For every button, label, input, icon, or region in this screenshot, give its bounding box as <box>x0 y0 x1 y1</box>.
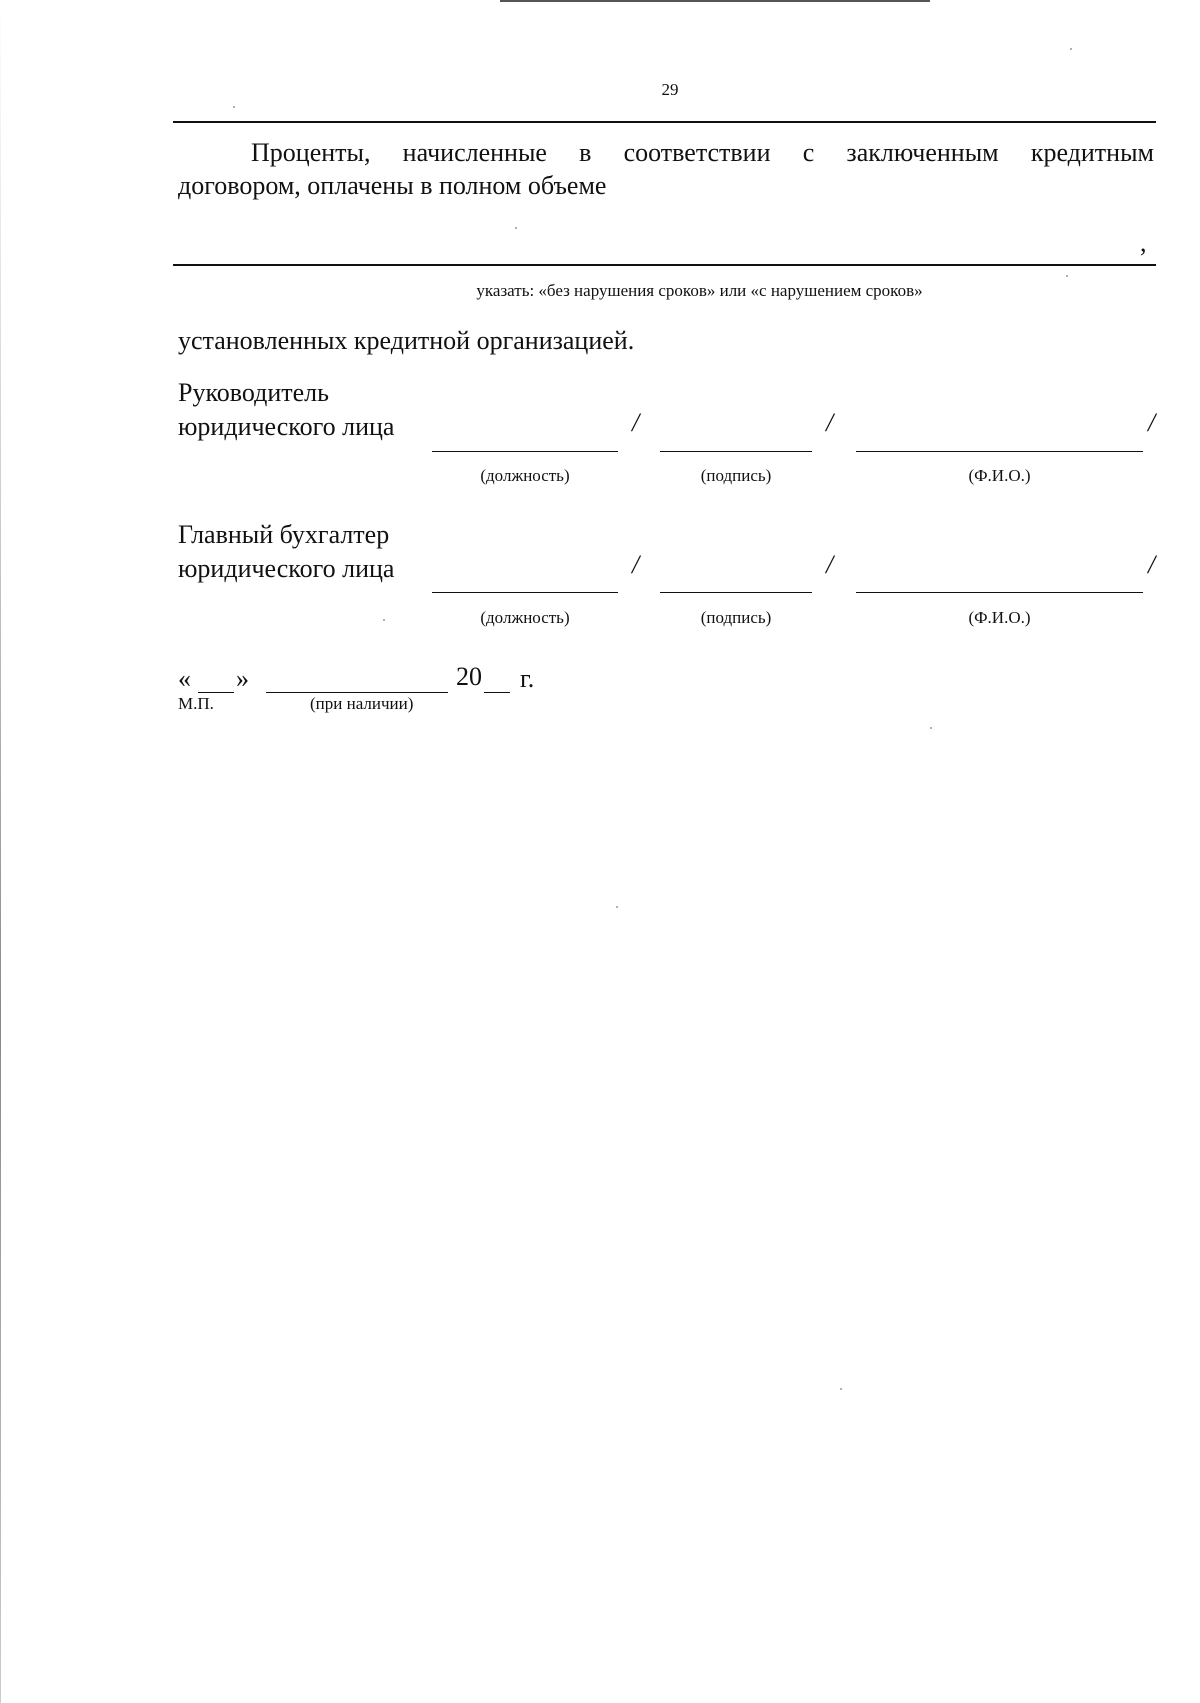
scan-speck <box>930 727 932 729</box>
scan-speck <box>515 227 517 229</box>
head-caption-signature: (подпись) <box>700 466 772 485</box>
accountant-signature-field[interactable] <box>660 592 812 593</box>
seal-note: (при наличии) <box>310 694 414 713</box>
scan-speck <box>383 619 385 621</box>
date-year-field[interactable] <box>484 692 510 693</box>
accountant-separator-3: / <box>1148 550 1156 579</box>
accountant-separator-2: / <box>826 550 834 579</box>
head-title-line-1: Руководитель <box>178 378 329 407</box>
paragraph-line-2: договором, оплачены в полном объеме <box>178 171 607 200</box>
page-number: 29 <box>661 80 679 99</box>
head-caption-position: (должность) <box>480 466 570 485</box>
date-year-suffix: г. <box>520 664 535 693</box>
head-position-field[interactable] <box>432 451 618 452</box>
paragraph-line-1: Проценты, начисленные в соответствии с заключенным кредитным <box>251 138 1154 167</box>
head-separator-2: / <box>826 408 834 437</box>
accountant-caption-position: (должность) <box>480 608 570 627</box>
date-open-quote: « <box>178 664 191 693</box>
accountant-signatory-title <box>178 518 394 586</box>
date-year-prefix: 20 <box>456 662 482 691</box>
accountant-title-line-2: юридического лица <box>178 554 395 583</box>
date-day-field[interactable] <box>198 692 234 693</box>
date-month-field[interactable] <box>266 692 448 693</box>
scan-artifact-left-edge <box>0 0 1 1703</box>
scan-speck <box>233 106 235 108</box>
accountant-name-field[interactable] <box>856 592 1143 593</box>
accountant-title-line-1: Главный бухгалтер <box>178 520 390 549</box>
scan-speck <box>1070 48 1072 50</box>
scan-speck <box>1066 275 1068 277</box>
accountant-caption-name: (Ф.И.О.) <box>968 608 1031 627</box>
head-name-field[interactable] <box>856 451 1143 452</box>
head-separator-3: / <box>1148 408 1156 437</box>
header-rule <box>173 121 1156 123</box>
accountant-position-field[interactable] <box>432 592 618 593</box>
head-title-line-2: юридического лица <box>178 412 395 441</box>
date-close-quote: » <box>236 664 249 693</box>
accountant-separator-1: / <box>632 550 640 579</box>
scan-speck <box>616 906 618 908</box>
seal-label: М.П. <box>178 694 214 713</box>
trailing-comma: , <box>1140 228 1147 257</box>
head-signatory-title <box>178 376 394 444</box>
scan-speck <box>840 1388 842 1390</box>
head-caption-name: (Ф.И.О.) <box>968 466 1031 485</box>
paragraph-line-3: установленных кредитной организацией. <box>178 326 635 355</box>
head-signature-field[interactable] <box>660 451 812 452</box>
accountant-caption-signature: (подпись) <box>700 608 772 627</box>
head-separator-1: / <box>632 408 640 437</box>
scan-artifact-top-line <box>500 0 930 2</box>
fill-in-hint: указать: «без нарушения сроков» или «с нарушением сроков» <box>476 281 923 300</box>
fill-in-line-terms[interactable] <box>173 264 1156 266</box>
